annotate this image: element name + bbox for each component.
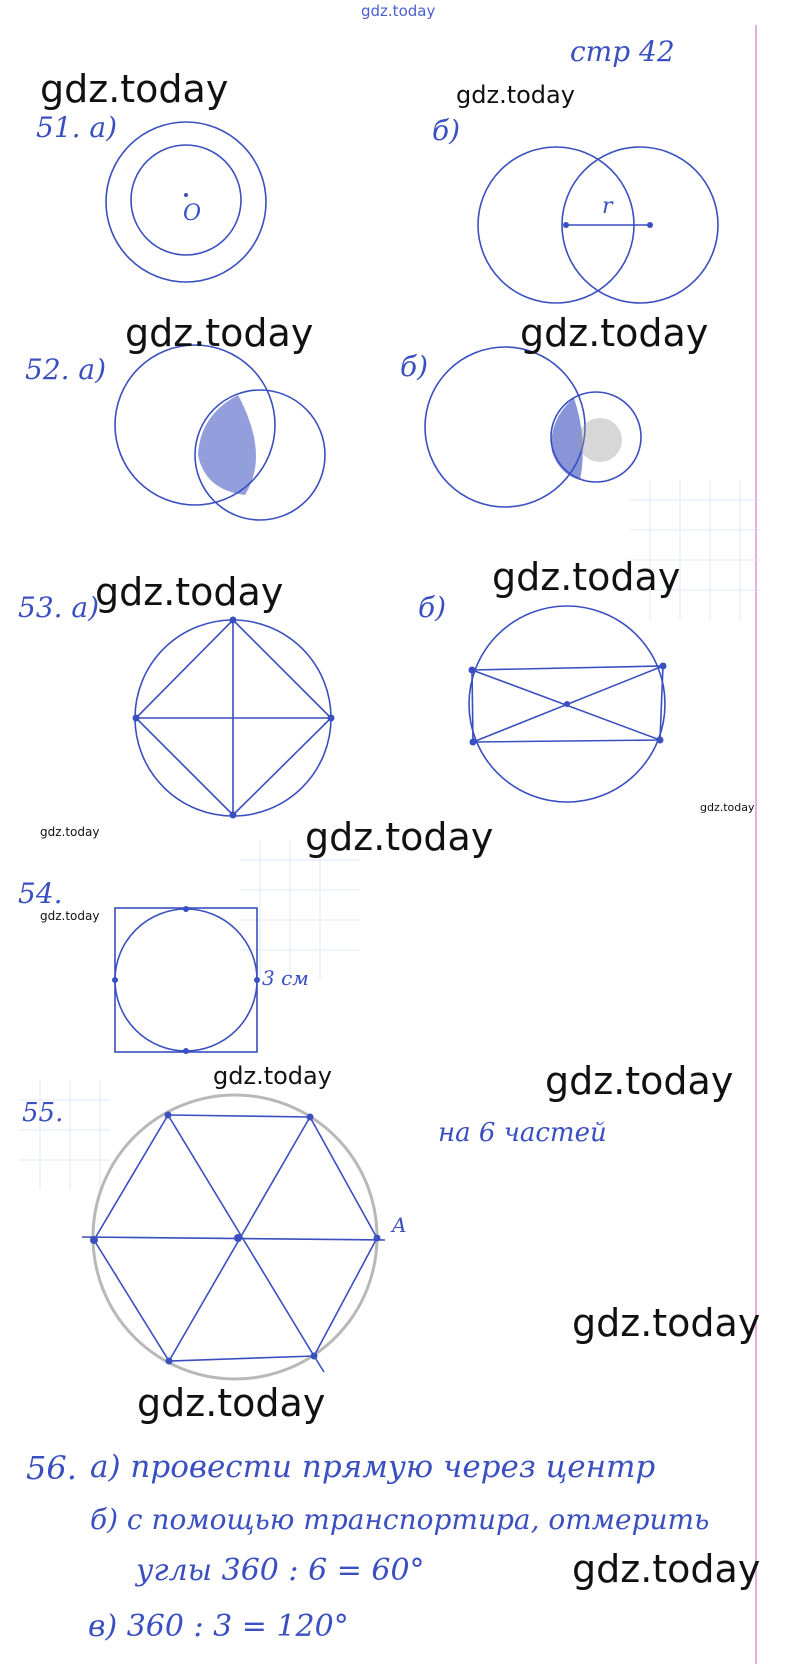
- ex55-vertex: [374, 1235, 381, 1242]
- watermark: gdz.today: [213, 1062, 332, 1090]
- ex55-vertex: [311, 1353, 318, 1360]
- ex53a-vertex: [328, 715, 335, 722]
- ex54-tangent-point: [254, 977, 260, 983]
- ex55-vertex: [307, 1114, 314, 1121]
- watermark: gdz.today: [520, 311, 709, 355]
- ex53b-vertex: [469, 667, 476, 674]
- ex53-part-b: б): [418, 591, 447, 624]
- watermark: gdz.today: [40, 909, 100, 923]
- ex51-radius-label: r: [602, 194, 613, 219]
- ex55-point-label: A: [392, 1213, 407, 1237]
- ex51-center-label: O: [183, 201, 202, 226]
- ex51-label: 51. а): [36, 111, 118, 144]
- watermark: gdz.today: [492, 555, 681, 599]
- watermark: gdz.today: [456, 81, 575, 109]
- ex54-tangent-point: [112, 977, 118, 983]
- ex54-tangent-point: [183, 906, 189, 912]
- ex51b-point-right: [647, 222, 653, 228]
- ex53b-vertex: [657, 737, 664, 744]
- ex53a-vertex: [230, 812, 237, 819]
- watermark: gdz.today: [137, 1381, 326, 1425]
- ex54-tangent-point: [183, 1048, 189, 1054]
- watermark: gdz.today: [40, 67, 229, 111]
- ex51b-intersecting-circles: [478, 147, 718, 303]
- ex51-part-b: б): [432, 114, 461, 147]
- ex53-label: 53. а): [18, 591, 100, 624]
- watermark: gdz.today: [95, 570, 284, 614]
- ex52b-pencil-shading: [578, 418, 622, 462]
- ex55-center: [234, 1234, 242, 1242]
- ex55-note: на 6 частей: [438, 1118, 607, 1148]
- ex56-line-c: в) 360 : 3 = 120°: [88, 1609, 349, 1644]
- watermark: gdz.today: [572, 1547, 761, 1591]
- watermark: gdz.today: [305, 815, 494, 859]
- ex53a-vertex: [230, 617, 237, 624]
- ex55-vertex: [165, 1112, 172, 1119]
- ex53b-center: [564, 701, 570, 707]
- ex54-label: 54.: [18, 877, 63, 910]
- watermark: gdz.today: [700, 801, 755, 814]
- ex53a-inscribed-square: [135, 620, 331, 816]
- watermark: gdz.today: [40, 825, 100, 839]
- ex53b-vertex: [660, 663, 667, 670]
- ex51b-point-left: [563, 222, 569, 228]
- ex53a-vertex: [133, 715, 140, 722]
- ex56-line-b: б) с помощью транспортира, отмерить: [90, 1503, 710, 1536]
- site-watermark-top: gdz.today: [361, 2, 436, 20]
- ex55-label: 55.: [22, 1098, 64, 1128]
- ex56-line-a: а) провести прямую через центр: [90, 1449, 656, 1485]
- watermark: gdz.today: [545, 1059, 734, 1103]
- ex56-line-b2: углы 360 : 6 = 60°: [136, 1553, 425, 1588]
- ex54-circle-in-square: [115, 908, 257, 1052]
- ex51a-center-point: [184, 193, 188, 197]
- watermark: gdz.today: [125, 311, 314, 355]
- ex52-part-b: б): [400, 350, 429, 383]
- page-label: стр 42: [570, 35, 675, 68]
- ex56-label: 56.: [26, 1449, 77, 1487]
- ex54-side-label: 3 см: [262, 966, 309, 990]
- ex52-label: 52. а): [25, 353, 107, 386]
- ex53b-vertex: [470, 739, 477, 746]
- watermark: gdz.today: [572, 1301, 761, 1345]
- ex55-vertex: [90, 1236, 98, 1244]
- ex55-vertex: [166, 1358, 173, 1365]
- ex52a-shaded-intersection: [198, 395, 256, 495]
